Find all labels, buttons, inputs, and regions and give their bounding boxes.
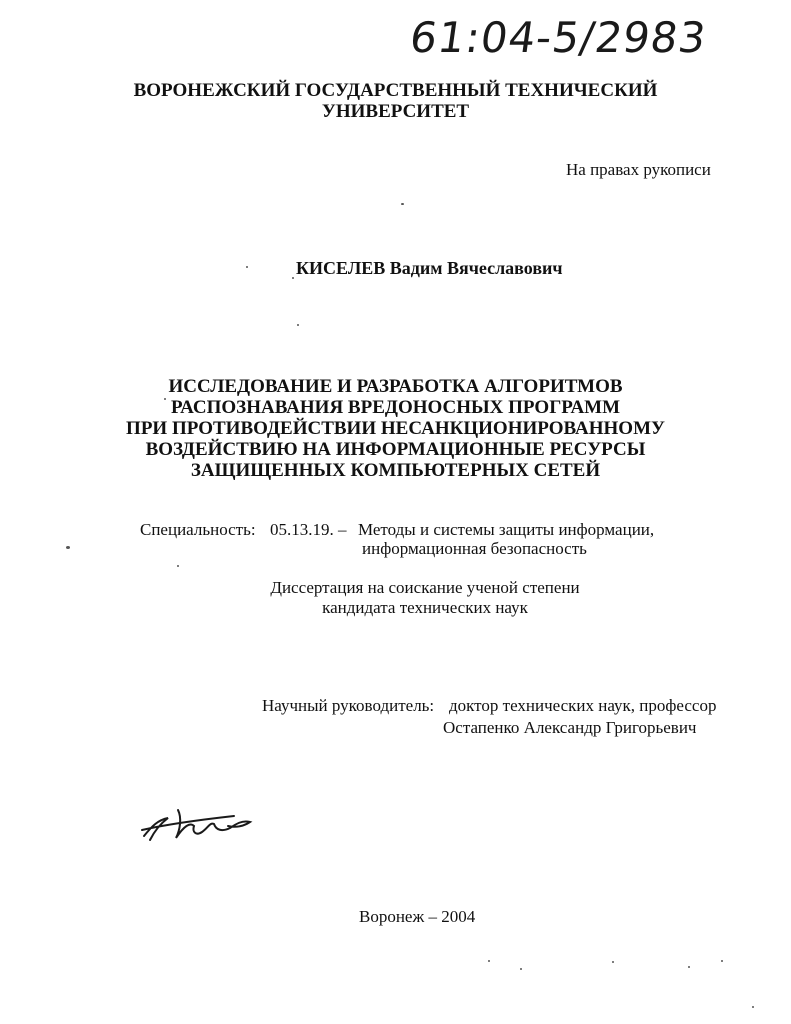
title-line-2: РАСПОЗНАВАНИЯ ВРЕДОНОСНЫХ ПРОГРАММ [170,397,621,418]
author-name: КИСЕЛЕВ Вадим Вячеславович [296,258,563,278]
title-line-5: ЗАЩИЩЕННЫХ КОМПЬЮТЕРНЫХ СЕТЕЙ [190,460,601,481]
specialty-name-line-2: информационная безопасность [362,539,587,558]
degree-statement [265,578,585,618]
scan-speck [164,398,166,400]
scan-speck [177,565,179,567]
scan-speck [292,277,294,279]
scan-speck [246,266,248,268]
advisor-label: Научный руководитель: [262,696,435,715]
city-year: Воронеж – 2004 [359,907,476,926]
scan-speck [721,960,723,962]
university-line-1: ВОРОНЕЖСКИЙ ГОСУДАРСТВЕННЫЙ ТЕХНИЧЕСКИЙ [133,80,658,101]
university-name [0,80,791,122]
scan-speck [612,961,614,963]
advisor-title: доктор технических наук, профессор [449,696,717,715]
scan-speck [488,960,490,962]
signature-icon [138,790,258,855]
title-line-3: ПРИ ПРОТИВОДЕЙСТВИИ НЕСАНКЦИОНИРОВАННОМУ [126,418,665,439]
scan-speck [401,203,404,205]
scan-speck [297,324,299,326]
rights-notice: На правах рукописи [566,160,711,179]
advisor-name: Остапенко Александр Григорьевич [443,718,697,737]
specialty-label: Специальность: [140,520,256,539]
degree-line-1: Диссертация на соискание ученой степени [270,578,580,597]
title-line-1: ИССЛЕДОВАНИЕ И РАЗРАБОТКА АЛГОРИТМОВ [168,376,623,397]
archive-stamp-number [406,8,736,68]
dissertation-title [0,376,791,481]
specialty-name-line-1: Методы и системы защиты информации, [358,520,655,539]
degree-line-2: кандидата технических наук [322,598,528,617]
scan-speck [66,546,70,549]
specialty-code: 05.13.19. – [270,520,347,539]
university-line-2: УНИВЕРСИТЕТ [321,101,470,122]
title-line-4: ВОЗДЕЙСТВИЮ НА ИНФОРМАЦИОННЫЕ РЕСУРСЫ [145,439,646,460]
scan-speck [520,968,522,970]
scan-speck [688,966,690,968]
scan-speck [752,1006,754,1008]
archive-stamp-text: 61:04-5/2983 [406,13,710,62]
